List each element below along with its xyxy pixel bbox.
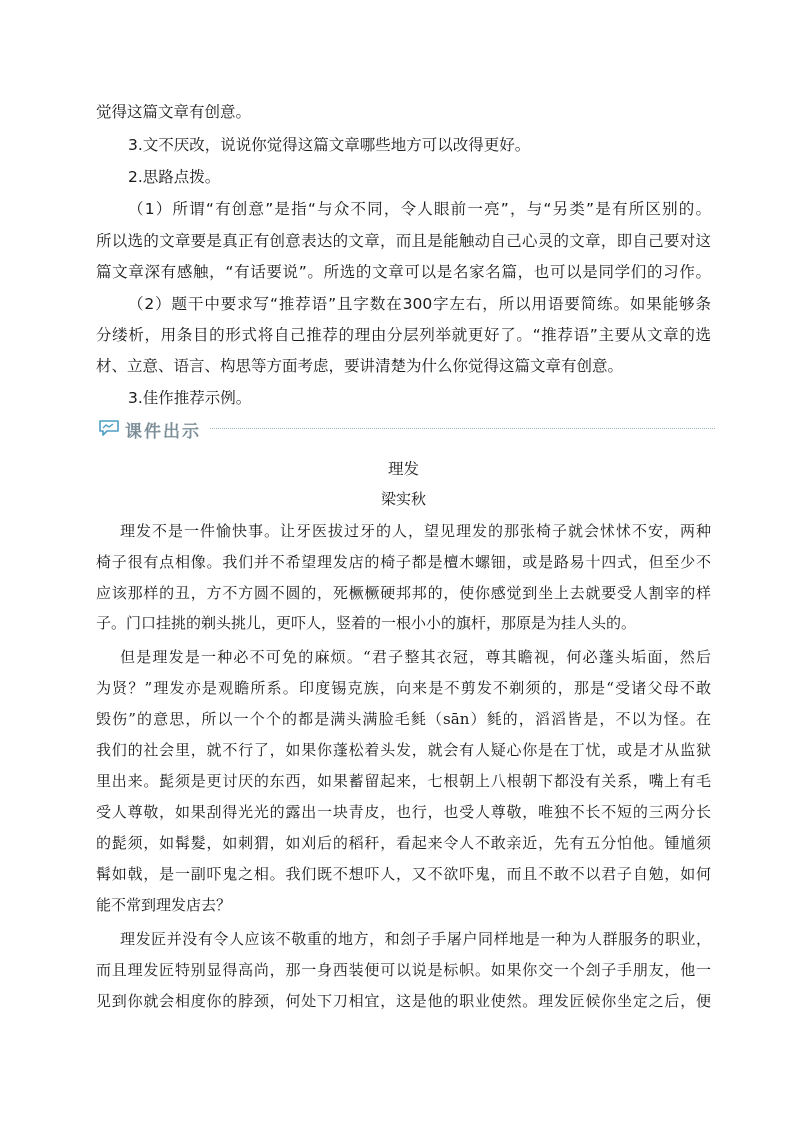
article-line: 受人尊敬，如果刮得光光的露出一块青皮，也行，也受人尊敬，唯独不长不短的三两分长 bbox=[96, 803, 711, 821]
section-title: 课件出示 bbox=[125, 422, 201, 442]
article-line: 的髭须，如髯髮，如刺猬，如刈后的稻秆，看起来令人不敢亲近，先有五分怕他。锺馗须 bbox=[96, 834, 711, 852]
article-line: 能不常到理发店去？ bbox=[96, 896, 232, 914]
article-line: 理发匠并没有令人应该不敬重的地方，和刽子手屠户同样地是一种为人群服务的职业， bbox=[120, 930, 711, 948]
article-line: 应该那样的丑，方不方圆不圆的，死橛橛硬邦邦的，使你感觉到坐上去就要受人割宰的样 bbox=[96, 584, 711, 602]
article-line: 见到你就会相度你的脖颈，何处下刀相宜，这是他的职业使然。理发匠候你坐定之后，便 bbox=[96, 992, 711, 1010]
intro-line: 所以选的文章要是真正有创意表达的文章，而且是能触动自己心灵的文章，即自己要对这 bbox=[96, 232, 711, 250]
comment-icon bbox=[98, 419, 120, 437]
article-title: 理发 bbox=[387, 460, 419, 478]
intro-line: （1）所谓“有创意”是指“与众不同，令人眼前一亮”，与“另类”是有所区别的。 bbox=[128, 200, 711, 218]
article-author: 梁实秋 bbox=[380, 490, 426, 508]
intro-line: 3.文不厌改，说说你觉得这篇文章哪些地方可以改得更好。 bbox=[128, 136, 531, 154]
article-line: 髯如戟，是一副吓鬼之相。我们既不想吓人，又不欲吓鬼，而且不敢不以君子自勉，如何 bbox=[96, 865, 711, 883]
intro-line: 3.佳作推荐示例。 bbox=[128, 389, 252, 407]
section-header bbox=[98, 415, 715, 441]
article-line: 毁伤”的意思，所以一个个的都是满头满脸毛毵（sān）毵的，滔滔皆是，不以为怪。在 bbox=[96, 710, 711, 728]
article-line: 为贤？”理发亦是观瞻所系。印度锡克族，向来是不剪发不剃须的，那是“受诸父母不敢 bbox=[96, 679, 711, 697]
article-line: 椅子很有点相像。我们并不希望理发店的椅子都是檀木螺钿，或是路易十四式，但至少不 bbox=[96, 553, 711, 571]
article-line: 而且理发匠特别显得高尚，那一身西装便可以说是标帜。如果你交一个刽子手朋友，他一 bbox=[96, 961, 711, 979]
intro-line: 2.思路点拨。 bbox=[128, 168, 221, 186]
intro-line: （2）题干中要求写“推荐语”且字数在300字左右，所以用语要简练。如果能够条 bbox=[128, 295, 711, 313]
intro-line: 材、立意、语言、构思等方面考虑，要讲清楚为什么你觉得这篇文章有创意。 bbox=[96, 357, 624, 375]
article-line: 子。门口挂挑的剃头挑儿，更吓人，竖着的一根小小的旗杆，那原是为挂人头的。 bbox=[96, 614, 637, 632]
article-line: 理发不是一件愉快事。让牙医拔过牙的人，望见理发的那张椅子就会怵怵不安，两种 bbox=[120, 522, 711, 540]
section-divider bbox=[210, 428, 715, 429]
intro-line: 篇文章深有感触，“有话要说”。所选的文章可以是名家名篇，也可以是同学们的习作。 bbox=[96, 263, 711, 281]
intro-line: 分缕析，用条目的形式将自己推荐的理由分层列举就更好了。“推荐语”主要从文章的选 bbox=[96, 326, 711, 344]
article-line: 我们的社会里，就不行了，如果你蓬松着头发，就会有人疑心你是在丁忧，或是才从监狱 bbox=[96, 741, 711, 759]
article-line: 但是理发是一种必不可免的麻烦。“君子整其衣冠，尊其瞻视，何必蓬头垢面，然后 bbox=[120, 648, 711, 666]
intro-line: 觉得这篇文章有创意。 bbox=[96, 103, 252, 121]
article-line: 里出来。髭须是更讨厌的东西，如果蓄留起来，七根朝上八根朝下都没有关系，嘴上有毛 bbox=[96, 772, 711, 790]
